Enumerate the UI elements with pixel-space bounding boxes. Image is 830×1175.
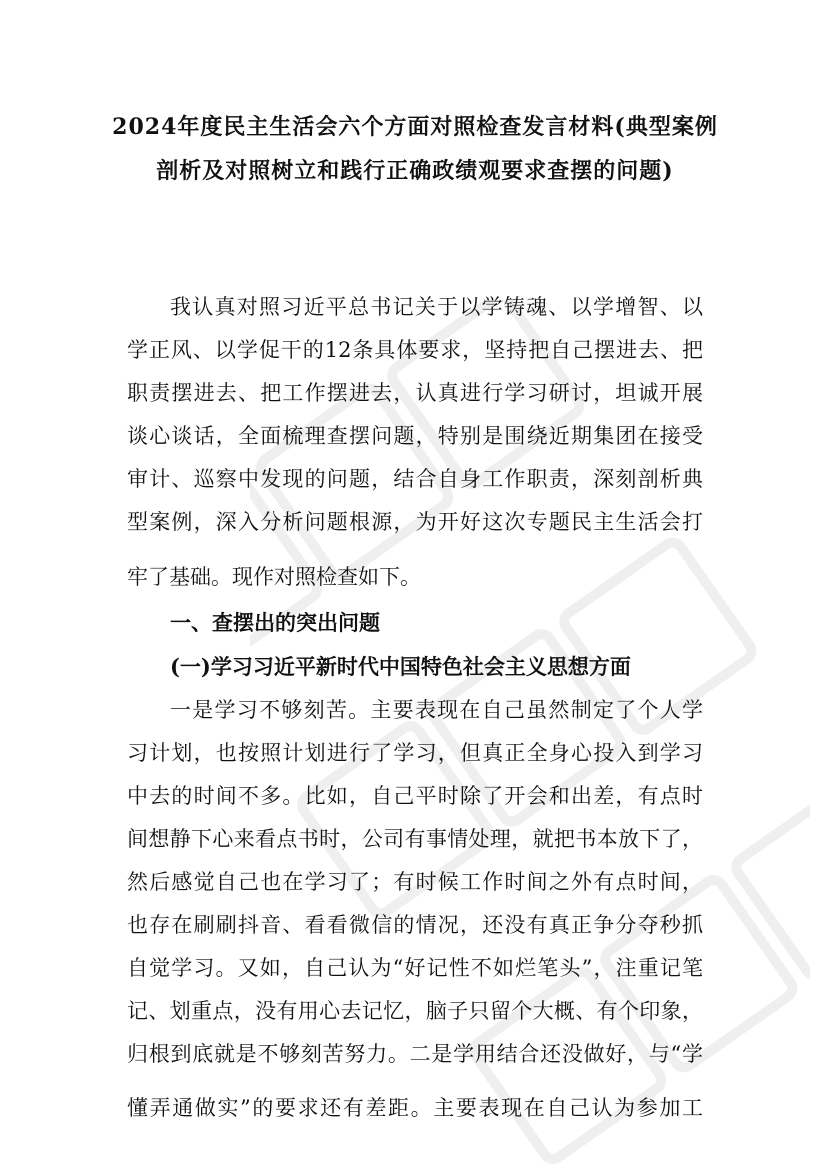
section-heading: 一、查摆出的突出问题 (170, 610, 380, 635)
paragraph-line: 归根到底就是不够刻苦努力。二是学用结合还没做好，与“学 (127, 1042, 703, 1066)
document-title-line-2: 剖析及对照树立和践行正确政绩观要求查摆的问题) (156, 158, 674, 184)
subsection-heading: (一)学习习近平新时代中国特色社会主义思想方面 (170, 654, 631, 679)
paragraph-line: 一是学习不够刻苦。主要表现在自己虽然制定了个人学 (170, 698, 703, 722)
paragraph-line: 也存在刷刷抖音、看看微信的情况，还没有真正争分夺秒抓 (127, 913, 703, 937)
paragraph-line: 学正风、以学促干的12条具体要求，坚持把自己摆进去、把 (127, 338, 703, 362)
paragraph-line: 牢了基础。现作对照检查如下。 (127, 565, 421, 589)
paragraph-line: 习计划，也按照计划进行了学习，但真正全身心投入到学习 (127, 741, 703, 765)
paragraph-line: 职责摆进去、把工作摆进去，认真进行学习研讨，坦诚开展 (127, 381, 703, 405)
document-title-line-1: 2024年度民主生活会六个方面对照检查发言材料(典型案例 (112, 114, 718, 140)
paragraph-line: 中去的时间不多。比如，自己平时除了开会和出差，有点时 (127, 784, 703, 808)
paragraph-line: 审计、巡察中发现的问题，结合自身工作职责，深刻剖析典 (127, 467, 703, 491)
paragraph-line: 谈心谈话，全面梳理查摆问题，特别是围绕近期集团在接受 (127, 424, 703, 448)
paragraph-line: 懂弄通做实”的要求还有差距。主要表现在自己认为参加工 (127, 1096, 703, 1120)
paragraph-line: 记、划重点，没有用心去记忆，脑子只留个大概、有个印象， (127, 999, 703, 1023)
paragraph-line: 间想静下心来看点书时，公司有事情处理，就把书本放下了， (127, 827, 703, 851)
paragraph-line: 自觉学习。又如，自己认为“好记性不如烂笔头”，注重记笔 (127, 956, 703, 980)
paragraph-line: 我认真对照习近平总书记关于以学铸魂、以学增智、以 (170, 295, 703, 319)
paragraph-line: 然后感觉自己也在学习了；有时候工作时间之外有点时间， (127, 870, 703, 894)
paragraph-line: 型案例，深入分析问题根源，为开好这次专题民主生活会打 (127, 510, 703, 534)
